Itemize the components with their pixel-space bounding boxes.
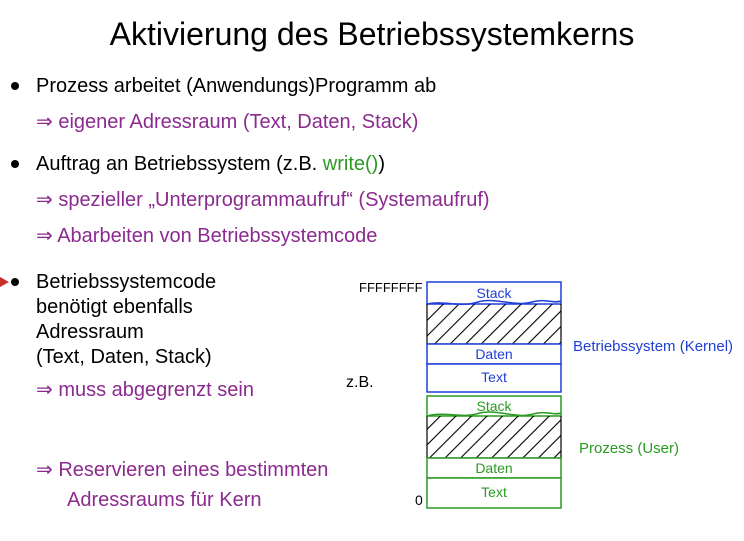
bullet-2-text-pre: Auftrag an Betriebssystem (z.B. — [36, 153, 323, 175]
kernel-gap-hatch — [427, 304, 561, 344]
bottom-address-label: 0 — [415, 492, 423, 508]
bullet-3-line-2: benötigt ebenfalls — [36, 296, 193, 318]
user-daten-label: Daten — [475, 460, 513, 476]
bullet-2-sub-1: ⇒ spezieller „Unterprogrammaufruf“ (Systemaufruf) — [36, 189, 490, 211]
example-label: z.B. — [346, 374, 374, 391]
bullet-2-sub-2: ⇒ Abarbeiten von Betriebssystemcode — [36, 225, 378, 247]
bullet-2-text-post: ) — [378, 153, 385, 175]
top-address-label: FFFFFFFF — [359, 280, 423, 295]
bullet-3-line-3: Adressraum — [36, 321, 144, 343]
kernel-region — [427, 282, 561, 392]
bullet-1-text: Prozess arbeitet (Anwendungs)Programm ab — [36, 75, 437, 97]
user-label: Prozess (User) — [579, 440, 680, 457]
user-region — [427, 396, 561, 508]
user-gap-hatch — [427, 416, 561, 458]
bullet-3-line-1: Betriebssystemcode — [36, 271, 217, 293]
bullet-3-sub2-line-2: Adressraums für Kern — [67, 489, 262, 511]
bullet-3-line-4: (Text, Daten, Stack) — [36, 346, 212, 368]
kernel-stack-label: Stack — [476, 285, 512, 301]
user-text-label: Text — [481, 484, 507, 500]
write-call: write() — [322, 153, 379, 175]
kernel-text-label: Text — [481, 369, 507, 385]
bullet-1-sub-1: ⇒ eigener Adressraum (Text, Daten, Stack) — [36, 111, 419, 133]
user-stack-label: Stack — [476, 398, 512, 414]
kernel-label: Betriebssystem (Kernel) — [573, 338, 734, 355]
bullet-3-sub2-line-1: ⇒ Reservieren eines bestimmten — [36, 459, 329, 481]
kernel-daten-label: Daten — [475, 346, 513, 362]
page-title: Aktivierung des Betriebssystemkerns — [109, 16, 635, 52]
bullet-3-sub-1: ⇒ muss abgegrenzt sein — [36, 379, 254, 401]
